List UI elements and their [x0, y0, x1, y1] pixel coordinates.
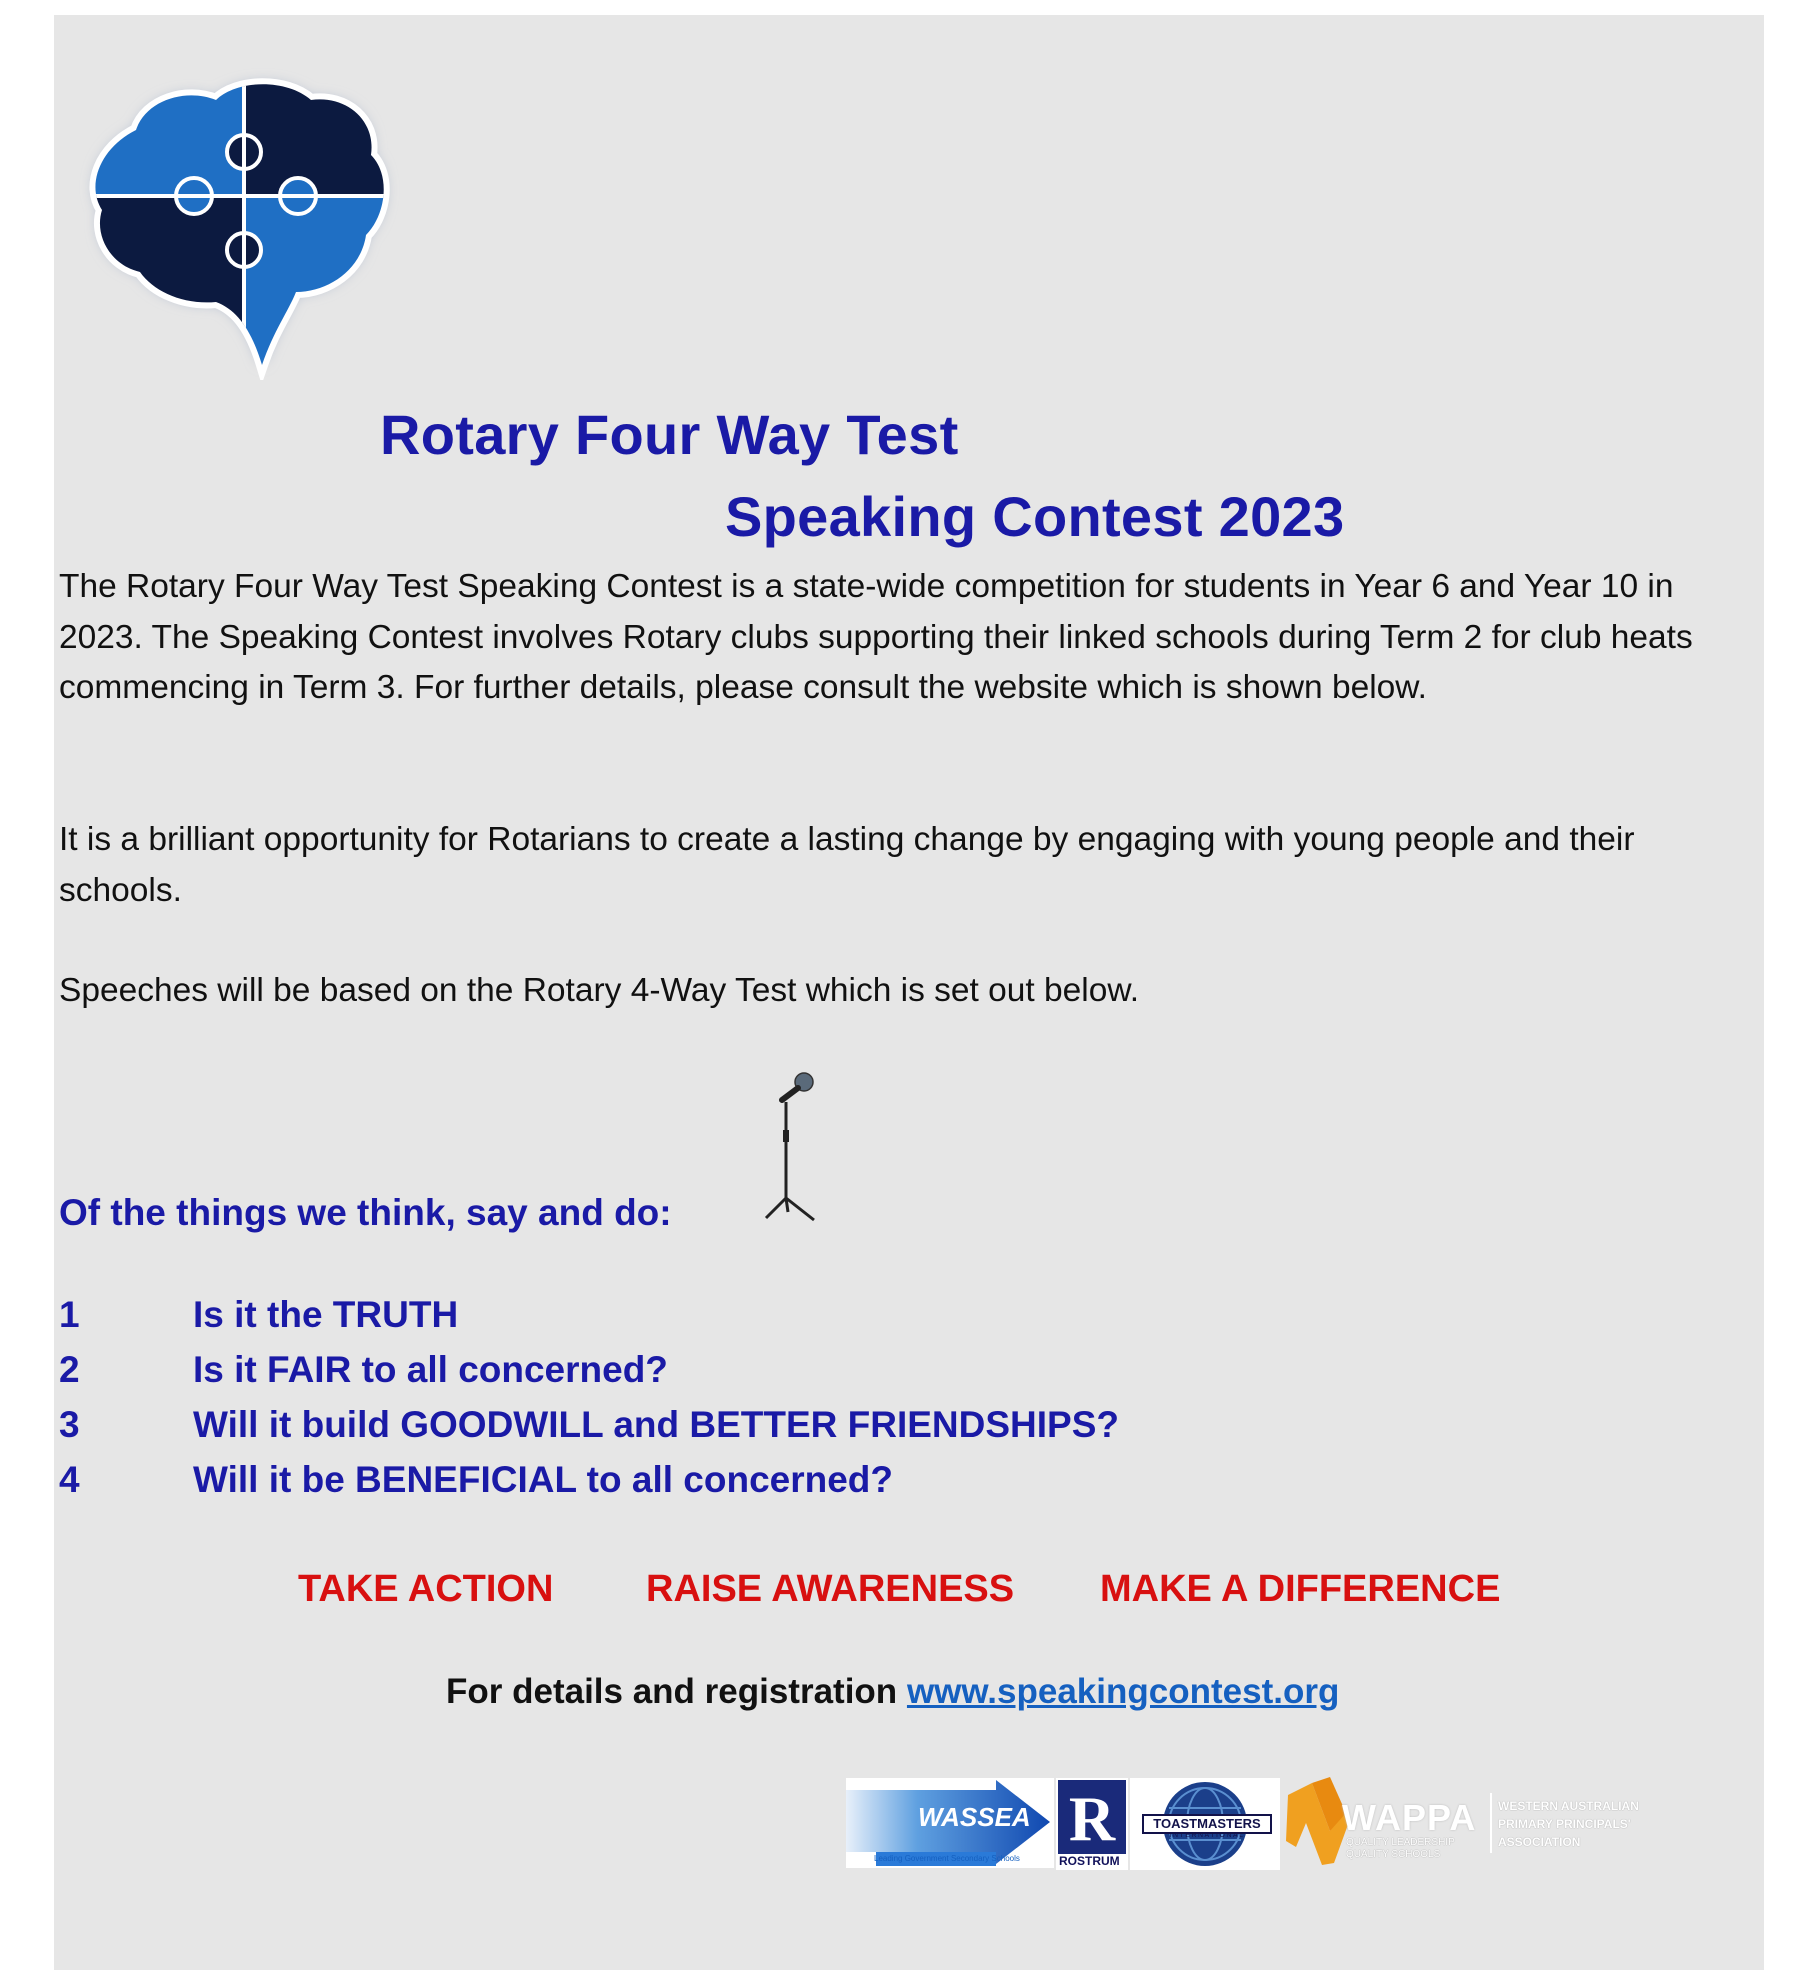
microphone-stand-icon: [762, 1070, 822, 1230]
intro-paragraph: The Rotary Four Way Test Speaking Contest is a state-wide competition for students in Year 6 and Year 10 in 2023. The Speaking Contest involves Rotary clubs supporting their linked schools during Term 2 for club heats commencing in Term 3. For further details, please consult the website which is shown below.: [59, 568, 1693, 706]
wassea-tagline: Leading Government Secondary Schools: [874, 1854, 1020, 1863]
question-number: 3: [59, 1404, 80, 1445]
question-number: 4: [59, 1459, 80, 1500]
toastmasters-name: TOASTMASTERS: [1142, 1814, 1272, 1834]
question-text: Will it build GOODWILL and BETTER FRIENDSHIPS?: [193, 1404, 1120, 1445]
wappa-divider: [1490, 1793, 1492, 1853]
registration-label: For details and registration: [446, 1672, 898, 1711]
wappa-org-line-3: ASSOCIATION: [1498, 1835, 1581, 1849]
title-line-2: Speaking Contest 2023: [725, 485, 1345, 548]
registration-line: [446, 1672, 1339, 1712]
wappa-organisation: [1498, 1797, 1639, 1851]
sponsor-logos: [846, 1773, 1676, 1873]
question-text: Is it FAIR to all concerned?: [193, 1349, 668, 1390]
question-text: Is it the TRUTH: [193, 1294, 459, 1335]
brain-puzzle-logo-icon: [66, 60, 416, 380]
four-way-test-intro: Of the things we think, say and do:: [59, 1192, 672, 1233]
wassea-name: WASSEA: [918, 1802, 1031, 1832]
title-line-1: Rotary Four Way Test: [380, 403, 959, 466]
svg-text:R: R: [1068, 1783, 1116, 1854]
wassea-logo: [846, 1778, 1054, 1868]
wappa-org-line-2: PRIMARY PRINCIPALS': [1498, 1817, 1631, 1831]
wappa-name: WAPPA: [1342, 1797, 1477, 1838]
cta-take-action: TAKE ACTION: [298, 1568, 554, 1610]
toastmasters-logo: [1130, 1778, 1280, 1870]
wappa-logo: [1284, 1773, 1674, 1873]
question-text: Will it be BENEFICIAL to all concerned?: [193, 1459, 894, 1500]
question-number: 2: [59, 1349, 80, 1390]
cta-make-a-difference: MAKE A DIFFERENCE: [1100, 1568, 1501, 1610]
wappa-tagline-1: QUALITY LEADERSHIP: [1346, 1837, 1455, 1848]
rostrum-name: ROSTRUM: [1059, 1854, 1120, 1868]
opportunity-paragraph: It is a brilliant opportunity for Rotarians to create a lasting change by engaging with young people and their schools.: [59, 821, 1635, 909]
question-number: 1: [59, 1294, 80, 1335]
wappa-org-line-1: WESTERN AUSTRALIAN: [1498, 1799, 1639, 1813]
wappa-tagline: [1346, 1837, 1455, 1861]
registration-link[interactable]: www.speakingcontest.org: [906, 1672, 1340, 1711]
cta-raise-awareness: RAISE AWARENESS: [646, 1568, 1015, 1610]
speeches-paragraph: Speeches will be based on the Rotary 4-Way Test which is set out below.: [59, 972, 1140, 1009]
wappa-tagline-2: QUALITY SCHOOLS: [1346, 1849, 1441, 1860]
rostrum-logo: [1056, 1778, 1128, 1870]
toastmasters-sub: INTERNATIONAL: [1169, 1832, 1245, 1839]
